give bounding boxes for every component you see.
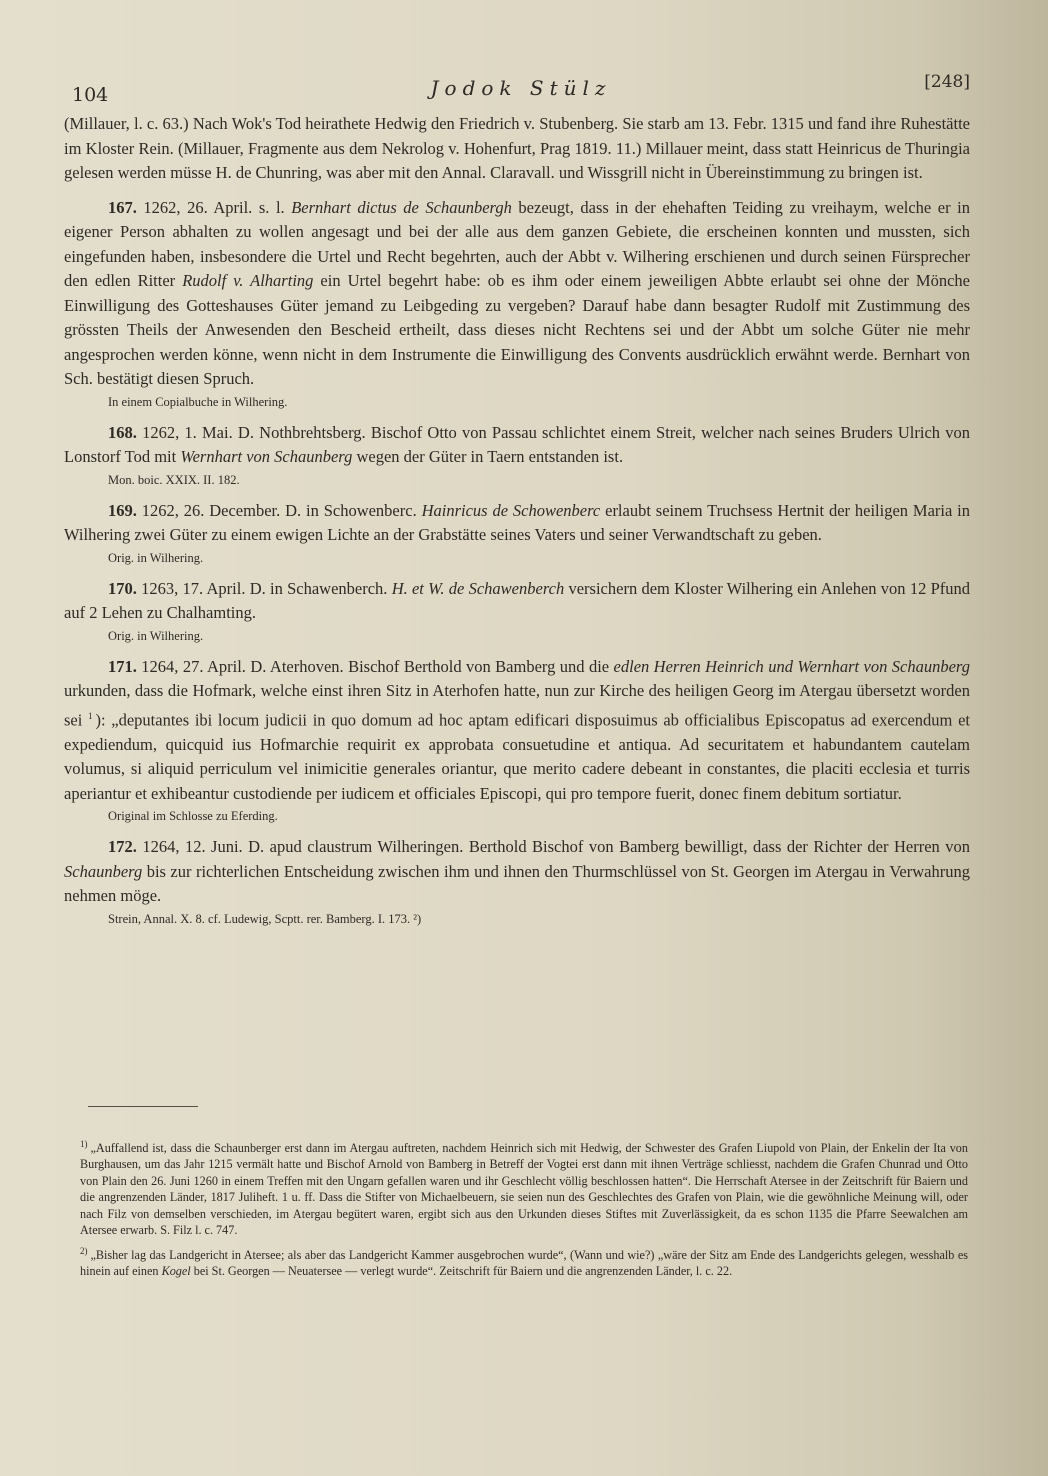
footnote-text: „Auffallend ist, dass die Schaunberger erst dann im Atergau auftreten, nachdem Heinrich sich mit Hedwig, der Schwester des Grafen Liupold von Plain, der Enkelin der Ita von Burghausen, um das Jahr 1215 vermält hatte und Bischof Arnold von Bamberg in Betreff der Vogtei erst dann mit ihnen Verträge schliesst, nachdem die Grafen Chunrad und Otto von Plain den 26. Juni 1260 in einem Treffen mit den Ungarn gefallen waren und ihr Geschlecht völlig beschlossen hatten“. Die Herrschaft Atersee in der Zeitschrift für Baiern und die angrenzenden Länder, 1817 Juliheft. 1 u. ff. Dass die Stifter von Michaelbeuern, sie seien nun des Geschlechtes des Grafen von Plain, wie die gewöhnliche Meinung will, oder nach Filz von demselben verschieden, im Atergau begütert waren, ergibt sich aus den Urkunden dieses Stiftes mit Zuverlässigkeit, da es schon 1135 die Pfarre Seewalchen am Atersee erwarb. S. Filz l. c. 747. (80, 1141, 968, 1238)
entry-text-part: 1264, 12. Juni. D. apud claustrum Wilheringen. Berthold Bischof von Bamberg bewilligt, dass der Richter der Herren von (136, 837, 970, 856)
entry-number: 168. (108, 422, 137, 442)
person-name: Hainricus de Schowenberc (421, 500, 601, 520)
entry-text-part: ): „deputantes ibi locum judicii in quo domum ad hoc aptam edificari disposuimus ab officialibus Episcopatus ad exercendum et expediendum, quicquid ius Hofmarchie requirit ex approbata consuetudine et antiqua. Ad securitatem et habundantem cautelam volumus, si aliquid perriculum vel inimicitie generales oriantur, que merito cadere debeant in constantes, die placiti ecclesia et turris aperiantur et exhibeantur custodiende per iudicem et officiales Episcopi, qui pro tempore fuerit, donec finem debitum sortiatur. (64, 710, 970, 803)
entry-text (64, 196, 970, 392)
sheet-signature: [248] (924, 72, 970, 92)
footnote-mark: 2) (80, 1245, 88, 1256)
main-text (64, 112, 970, 938)
entry-170 (64, 577, 970, 645)
entry-text-part: urkunden, dass die Hofmark, welche einst ihren Sitz in Aterhofen hatte, nun zur Kirche des heiligen Georg im Atergau übersetzt worden sei (64, 681, 970, 729)
entry-text-part: 1262, 26. April. s. l. (136, 197, 292, 217)
entry-168 (64, 421, 970, 489)
entry-text (64, 577, 970, 626)
page-header (72, 72, 970, 106)
entry-text-part: versichern dem Kloster Wilhering ein Anlehen von 12 Pfund auf 2 Lehen zu Chalhamting. (64, 578, 970, 622)
entry-text-part: bis zur richterlichen Entscheidung zwischen ihm und ihnen den Thurmschlüssel von St. Georgen im Atergau in Verwahrung nehmen möge. (64, 861, 970, 905)
person-name: Wernhart von Schaunberg (180, 447, 353, 466)
footnotes (80, 1136, 968, 1283)
running-head: Jodok Stülz (430, 76, 612, 100)
footnote-1 (80, 1136, 968, 1239)
source-citation: Orig. in Wilhering. (108, 628, 204, 643)
entry-number: 170. (108, 578, 137, 598)
entry-number: 172. (108, 837, 137, 856)
entry-text-part: 1263, 17. April. D. in Schawenberch. (136, 578, 392, 598)
entry-number: 171. (108, 656, 137, 676)
person-name: edlen Herren Heinrich und Wernhart von Schaunberg (613, 656, 970, 676)
entry-text (64, 835, 970, 909)
entry-continuation (64, 112, 970, 186)
person-name: Bernhart dictus de Schaunbergh (291, 197, 512, 217)
entry-text (64, 655, 970, 807)
person-name: H. et W. de Schawenberch (391, 578, 565, 598)
source-citation: Mon. boic. XXIX. II. 182. (108, 472, 240, 487)
entry-172 (64, 835, 970, 928)
person-name: Schaunberg (64, 861, 143, 881)
entry-169 (64, 499, 970, 567)
footnote-2 (80, 1243, 968, 1280)
entry-171 (64, 655, 970, 826)
entry-text-part: wegen der Güter in Taern entstanden ist. (352, 447, 624, 466)
person-name: Rudolf v. Alharting (182, 271, 314, 290)
footnote-divider (88, 1106, 198, 1107)
footnote-text: „Bisher lag das Landgericht in Atersee; als aber das Landgericht Kammer ausgebrochen wurde“, (Wann und wie?) „wäre der Sitz am Ende des Landgerichts gelegen, wesshalb es hinein auf einen (80, 1247, 968, 1278)
entry-text-part: 1264, 27. April. D. Aterhoven. Bischof Berthold von Bamberg und die (136, 656, 614, 676)
entry-167 (64, 196, 970, 411)
entry-text-part: 1262, 26. December. D. in Schowenberc. (136, 500, 422, 520)
footnote-mark: 1) (80, 1139, 88, 1149)
entry-text (64, 421, 970, 470)
entry-text-part: 1262, 1. Mai. D. Nothbrehtsberg. Bischof Otto von Passau schlichtet einem Streit, welcher nach seines Bruders Ulrich von Lonstorf Tod mit (64, 422, 970, 466)
entry-text-part: ein Urtel begehrt habe: ob es ihm oder einem jeweiligen Abbte erlaubt sei ohne der Mönche Einwilligung des Gotteshauses Güter jemand zu Leibgeding zu vergeben? Darauf habe dann besagter Rudolf mit Zustimmung des grössten Theils der Anwesenden den Bescheid ertheilt, dass dieses nicht Rechtens sei und der Abbt um solche Güter nie mehr angesprochen werden könne, wenn nicht in dem Instrumente die Einwilligung des Convents ausdrücklich erwähnt werde. Bernhart von Sch. bestätigt diesen Spruch. (64, 271, 970, 388)
entry-text-part: bezeugt, dass in der ehehaften Teiding zu vreihaym, welche er in eigener Person abhalten zu wollen angesagt und bei der alle aus dem ganzen Gebiete, die erscheinen konnten und mussten, sich eingefunden haben, insbesondere die Urtel und Recht begehrten, auch der Abbt v. Wilhering erschienen und durch seinen Fürsprecher den edlen Ritter (64, 197, 970, 290)
entry-text (64, 499, 970, 548)
footnote-text: bei St. Georgen — Neuatersee — verlegt wurde“. Zeitschrift für Baiern und die angrenzenden Länder, l. c. 22. (190, 1263, 733, 1278)
entry-number: 169. (108, 500, 137, 520)
source-citation: Orig. in Wilhering. (108, 550, 204, 565)
page-number: 104 (72, 84, 109, 106)
source-citation: In einem Copialbuche in Wilhering. (108, 394, 288, 409)
source-citation: Original im Schlosse zu Eferding. (108, 809, 278, 823)
footnote-reference[interactable]: 1 (88, 710, 93, 721)
entry-text: (Millauer, l. c. 63.) Nach Wok's Tod heirathete Hedwig den Friedrich v. Stubenberg. Sie starb am 13. Febr. 1315 und fand ihre Ruhestätte im Kloster Rein. (Millauer, Fragmente aus dem Nekrolog v. Hohenfurt, Prag 1819. 11.) Millauer meint, dass statt Heinricus de Thuringia gelesen werden müsse H. de Chunring, was aber mit den Annal. Claravall. und Wissgrill nicht in Übereinstimmung zu bringen ist. (64, 114, 970, 182)
place-name: Kogel (161, 1263, 191, 1278)
entry-number: 167. (108, 197, 137, 217)
source-citation: Strein, Annal. X. 8. cf. Ludewig, Scptt. rer. Bamberg. I. 173. ²) (108, 911, 422, 926)
entry-text-part: erlaubt seinem Truchsess Hertnit der heiligen Maria in Wilhering zwei Güter zu einem ewigen Lichte an der Grabstätte seines Vaters und seiner Verwandtschaft zu geben. (64, 500, 971, 544)
